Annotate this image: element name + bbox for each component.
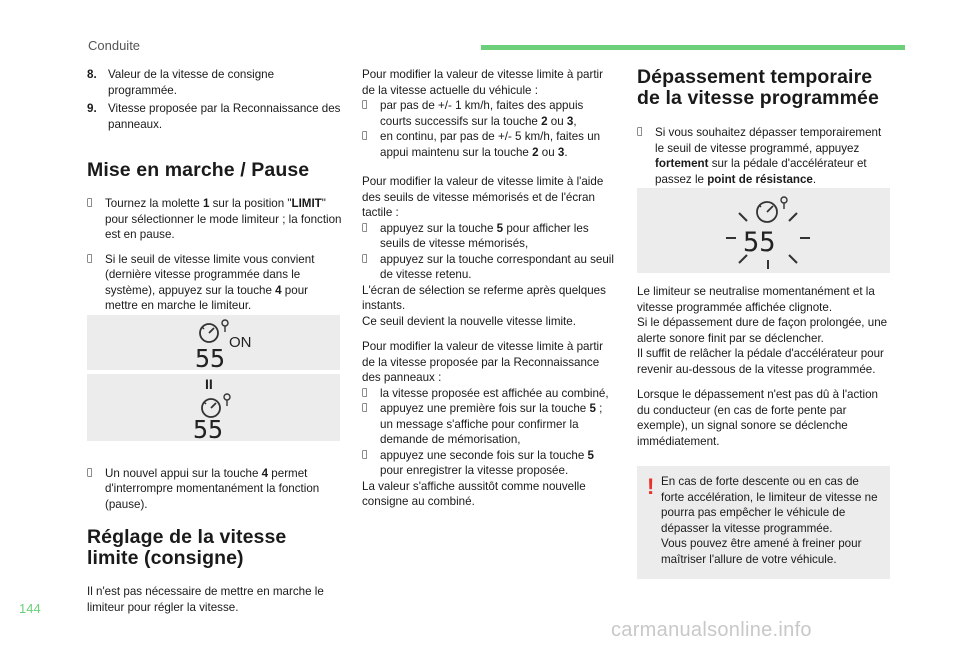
paragraph: Le limiteur se neutralise momentanément et la vitesse programmée affichée clignote. — [637, 285, 875, 314]
list-item-9 — [87, 101, 342, 132]
page-number: 144 — [19, 601, 41, 616]
warning-box — [637, 466, 890, 579]
paragraph: Pour modifier la valeur de vitesse limite à l'aide des seuils de vitesse mémorisés et de l'écran tactile : — [362, 175, 604, 219]
item-number: 8. — [87, 68, 97, 81]
bullet-item: Si vous souhaitez dépasser temporairement le seuil de vitesse programmé, appuyez fortement sur la pédale d'accélérateur et passez le point de résistance. — [637, 125, 893, 187]
paragraph: La valeur s'affiche aussitôt comme nouvelle consigne au combiné. — [362, 479, 586, 508]
bullet-arrow-icon — [87, 196, 92, 212]
bullet-arrow-icon — [362, 401, 367, 417]
limiter-on-illustration — [87, 315, 340, 370]
header-accent-bar — [481, 45, 905, 50]
watermark: carmanualsonline.info — [611, 619, 812, 641]
on-label: ON — [229, 334, 252, 351]
bullet-arrow-icon — [87, 466, 92, 482]
speedometer-icon — [87, 315, 340, 370]
paragraph: Il n'est pas nécessaire de mettre en marche le limiteur pour régler la vitesse. — [87, 585, 324, 614]
paragraph: Si le dépassement dure de façon prolongée, une alerte sonore finit par se déclencher. — [637, 316, 888, 345]
paragraph: Pour modifier la valeur de vitesse limite à partir de la vitesse actuelle du véhicule : — [362, 68, 603, 97]
paragraph: Lorsque le dépassement n'est pas dû à l'action du conducteur (en cas de forte pente par exemple), un signal sonore se déclenche immédiatement. — [637, 388, 878, 448]
item-text: Valeur de la vitesse de consigne programmée. — [108, 68, 275, 97]
speed-digits: 55 — [195, 344, 226, 370]
bullet-arrow-icon — [362, 221, 367, 237]
warning-icon: ! — [647, 474, 655, 499]
bullet-item: Un nouvel appui sur la touche 4 permet d'interrompre momentanément la fonction (pause). — [87, 466, 342, 513]
list-item-8 — [87, 67, 342, 98]
bullet-item: appuyez une première fois sur la touche 5 ; un message s'affiche pour confirmer la demande de mémorisation, — [362, 401, 617, 448]
bullet-arrow-icon — [362, 252, 367, 268]
bullet-arrow-icon — [362, 129, 367, 145]
section-heading-depassement: Dépassement temporaire de la vitesse programmée — [637, 66, 879, 109]
paragraph: Ce seuil devient la nouvelle vitesse limite. — [362, 314, 576, 328]
speedometer-blinking-icon — [637, 188, 890, 273]
bullet-arrow-icon — [362, 98, 367, 114]
limiter-pause-illustration — [87, 374, 340, 441]
speed-digits: 55 — [743, 227, 776, 258]
bullet-item: Tournez la molette 1 sur la position "LIMIT" pour sélectionner le mode limiteur ; la fonction est en pause. — [87, 196, 342, 243]
section-heading-mise-en-marche: Mise en marche / Pause — [87, 159, 310, 181]
bullet-item: Si le seuil de vitesse limite vous convient (dernière vitesse programmée dans le système), appuyez sur la touche 4 pour mettre en marche le limiteur. — [87, 252, 342, 314]
section-heading-reglage: Réglage de la vitesse limite (consigne) — [87, 526, 287, 569]
paragraph: Il suffit de relâcher la pédale d'accélérateur pour revenir au-dessous de la vitesse programmée. — [637, 347, 884, 376]
bullet-item: par pas de +/- 1 km/h, faites des appuis courts successifs sur la touche 2 ou 3, — [362, 98, 617, 129]
item-number: 9. — [87, 102, 97, 115]
column-middle — [362, 67, 617, 510]
bullet-item: en continu, par pas de +/- 5 km/h, faites un appui maintenu sur la touche 2 ou 3. — [362, 129, 617, 160]
overspeed-blinking-illustration — [637, 188, 890, 273]
bullet-arrow-icon — [362, 386, 367, 402]
warning-text: En cas de forte descente ou en cas de forte accélération, le limiteur de vitesse ne pourra pas empêcher le véhicule de dépasser la vitesse programmée. Vous pouvez être amené à freiner pour maîtriser l'allure de votre véhicule. — [661, 475, 878, 566]
paragraph: L'écran de sélection se referme après quelques instants. — [362, 283, 606, 312]
bullet-item: appuyez une seconde fois sur la touche 5 pour enregistrer la vitesse proposée. — [362, 448, 617, 479]
item-text: Vitesse proposée par la Reconnaissance des panneaux. — [108, 102, 341, 131]
paragraph: Pour modifier la valeur de vitesse limite à partir de la vitesse proposée par la Reconnaissance des panneaux : — [362, 340, 603, 384]
bullet-arrow-icon — [87, 252, 92, 268]
bullet-item: la vitesse proposée est affichée au combiné, — [362, 386, 617, 402]
speedometer-icon — [87, 374, 340, 441]
bullet-arrow-icon — [362, 448, 367, 464]
pause-symbol: II — [205, 376, 213, 392]
section-label: Conduite — [88, 38, 141, 53]
speed-digits: 55 — [193, 415, 224, 441]
bullet-item: appuyez sur la touche 5 pour afficher les seuils de vitesse mémorisés, — [362, 221, 617, 252]
bullet-arrow-icon — [637, 125, 642, 141]
bullet-item: appuyez sur la touche correspondant au seuil de vitesse retenu. — [362, 252, 617, 283]
